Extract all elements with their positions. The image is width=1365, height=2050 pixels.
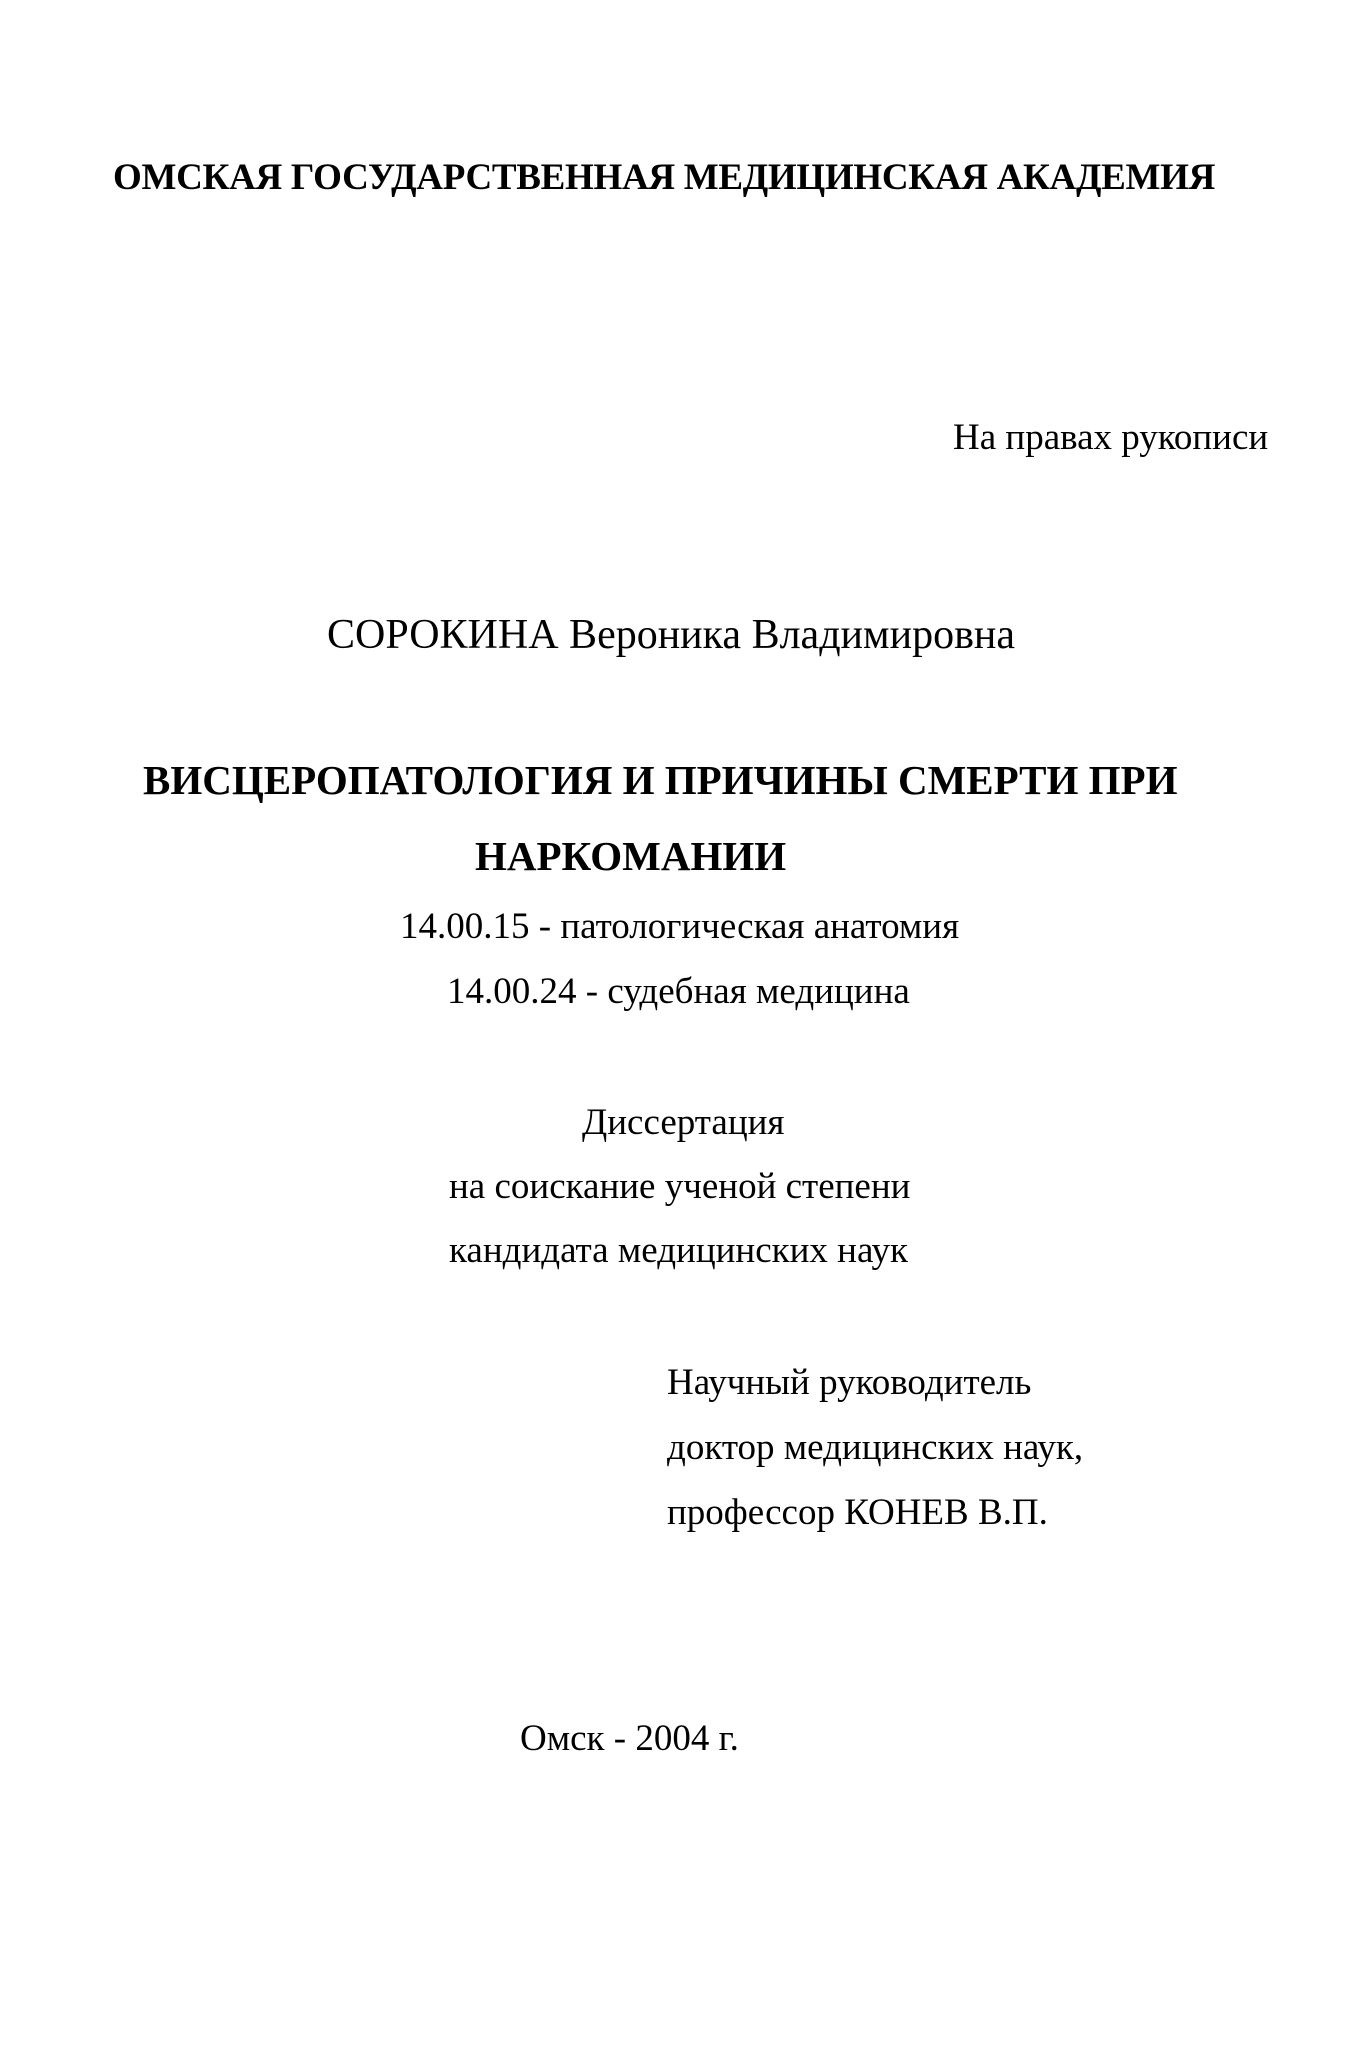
specialty-code-2: 14.00.24 - судебная медицина	[447, 971, 910, 1012]
place-and-year: Омск - 2004 г.	[520, 1718, 739, 1759]
supervisor-label: Научный руководитель	[667, 1362, 1032, 1403]
supervisor-name: профессор КОНЕВ В.П.	[667, 1492, 1048, 1533]
manuscript-rights-note: На правах рукописи	[953, 417, 1269, 458]
supervisor-degree: доктор медицинских наук,	[667, 1427, 1084, 1468]
document-type-label: Диссертация	[582, 1102, 785, 1143]
institution-name: ОМСКАЯ ГОСУДАРСТВЕННАЯ МЕДИЦИНСКАЯ АКАДЕМИЯ	[113, 157, 1216, 198]
dissertation-title-line-2: НАРКОМАНИИ	[475, 833, 787, 879]
degree-name-line: кандидата медицинских наук	[449, 1230, 908, 1271]
degree-purpose-line: на соискание ученой степени	[449, 1166, 911, 1207]
author-name: СОРОКИНА Вероника Владимировна	[327, 612, 1016, 658]
specialty-code-1: 14.00.15 - патологическая анатомия	[400, 906, 960, 947]
dissertation-title-line-1: ВИСЦЕРОПАТОЛОГИЯ И ПРИЧИНЫ СМЕРТИ ПРИ	[143, 757, 1178, 803]
